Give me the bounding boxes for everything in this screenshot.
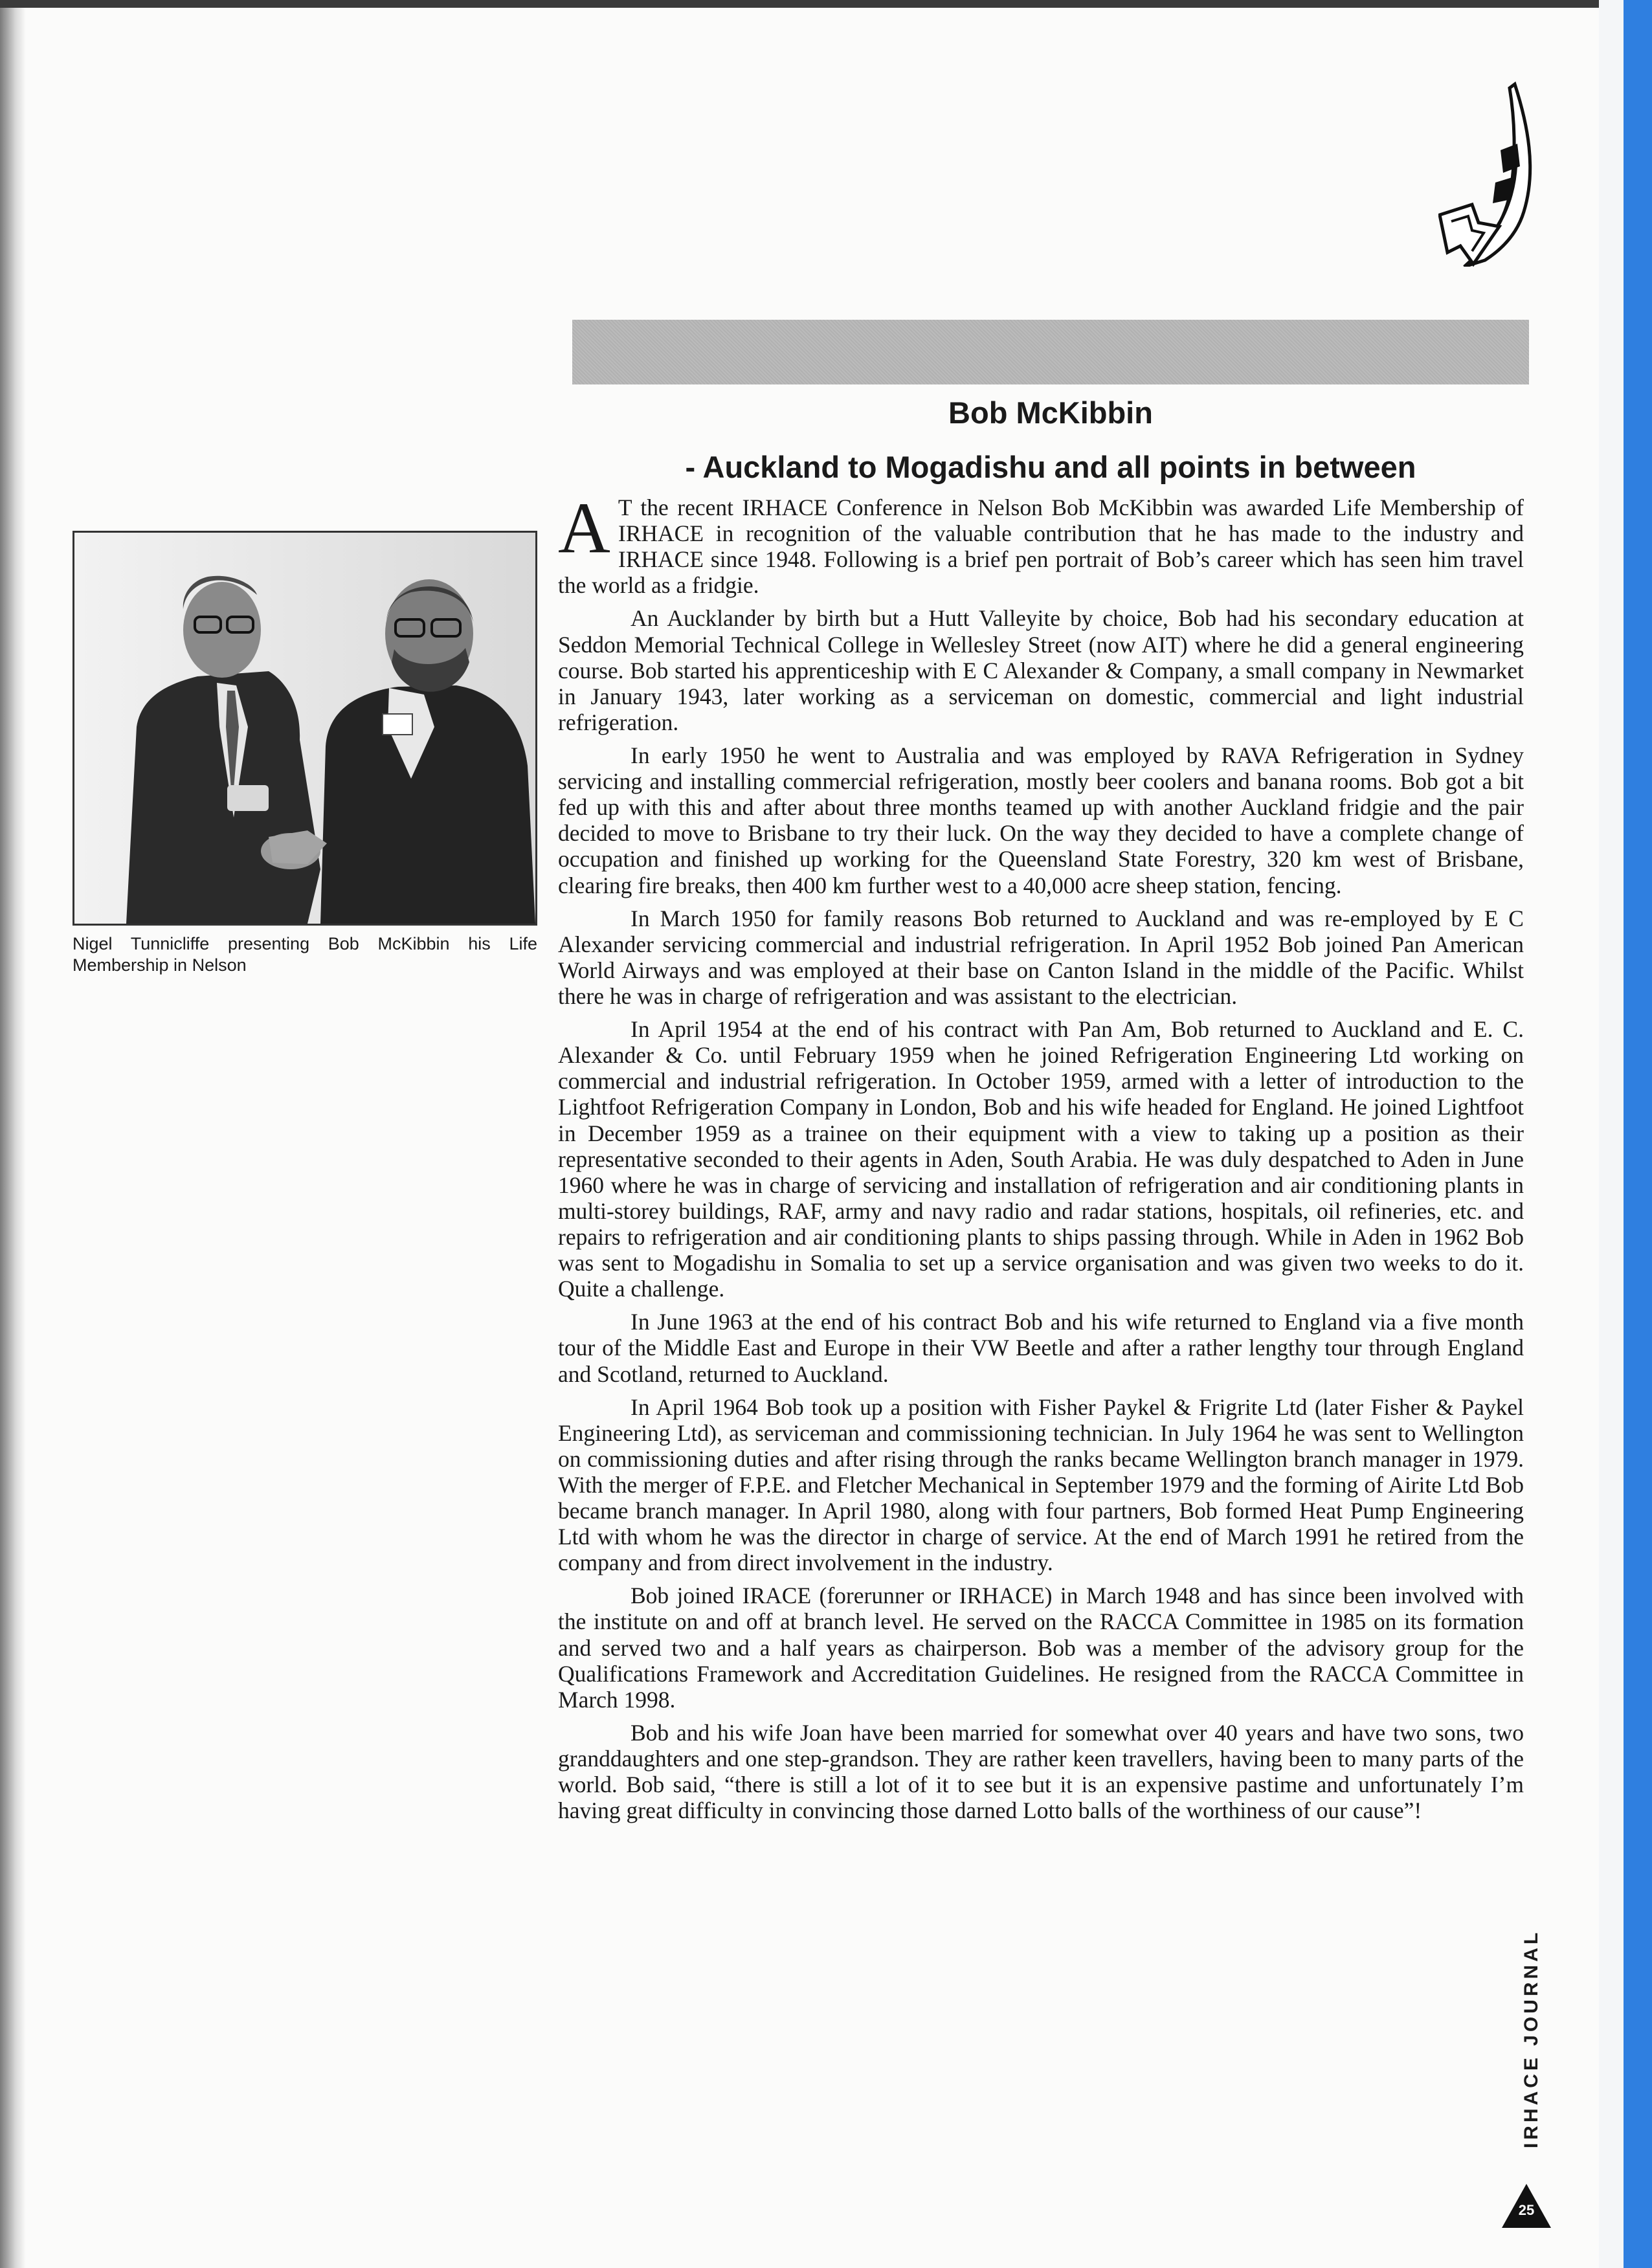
article-paragraph: An Aucklander by birth but a Hutt Valleyite by choice, Bob had his secondary education at Seddon Memorial Technical College in Wellesley Street (now AIT) where he did a general engineering course. Bob started his apprenticeship with E C Alexander & Company, a small company in Newmarket in January 1943, later working as a serviceman on domestic, commercial and light industrial refrigeration.: [558, 605, 1524, 735]
article-paragraph: A T the recent IRHACE Conference in Nelson Bob McKibbin was awarded Life Membership of IRHACE in recognition of the valuable contribution that he has made to the industry and IRHACE since 1948. Following is a brief pen portrait of Bob’s career which has seen him travel the world as a fridgie.: [558, 488, 1524, 599]
page-gutter-shadow: [0, 0, 26, 2268]
presentation-photo: [73, 531, 537, 926]
blue-edge-strip: [1624, 0, 1652, 2268]
article-subtitle: - Auckland to Mogadishu and all points in between: [685, 450, 1416, 484]
article-paragraph: In June 1963 at the end of his contract Bob and his wife returned to England via a five month tour of the Middle East and Europe in their VW Beetle and after a rather lengthy tour through England and Scotland, returned to Auckland.: [558, 1309, 1524, 1387]
page-edge-gap: [1599, 0, 1624, 2268]
handshake-photo-illustration: [74, 533, 535, 924]
article-title: Bob McKibbin: [948, 395, 1153, 430]
journal-name-label: IRHACE JOURNAL: [1521, 1929, 1543, 2149]
article-paragraph: In March 1950 for family reasons Bob returned to Auckland and was re-employed by E C Alexander servicing commercial and industrial refrigeration. In April 1952 Bob joined Pan American World Airways and was employed at their base on Canton Island in the middle of the Pacific. Whilst there he was in charge of refrigeration and was assistant to the electrician.: [558, 905, 1524, 1009]
drop-cap: A: [558, 488, 610, 568]
article-body: [558, 488, 1524, 1830]
article-paragraph: In April 1954 at the end of his contract with Pan Am, Bob returned to Auckland and E. C. Alexander & Co. until February 1959 when he joined Refrigeration Engineering Ltd working on commercial and industrial refrigeration. In October 1959, armed with a letter of introduction to the Lightfoot Refrigeration Company in London, Bob and his wife headed for England. He joined Lightfoot in December 1959 as a trainee on their equipment with a view to taking up a position as their representative seconded to their agents in Aden, South Arabia. He was duly despatched to Aden in June 1960 where he was in charge of servicing and installation of refrigeration and air conditioning plants in multi-storey buildings, RAF, army and navy radio and radar stations, hospitals, oil refineries, etc. and repairs to refrigeration and air conditioning plants to ships passing through. While in Aden in 1962 Bob was sent to Mogadishu in Somalia to set up a service organisation and was given two weeks to do it. Quite a challenge.: [558, 1016, 1524, 1302]
koru-hook-logo-icon: [1438, 79, 1542, 267]
article-paragraph: In early 1950 he went to Australia and was employed by RAVA Refrigeration in Sydney servicing and installing commercial refrigeration, mostly beer coolers and banana rooms. Bob got a bit fed up with this and after about three months teamed up with another Auckland fridgie and the pair decided to move to Brisbane to try their luck. On the way they decided to have a complete change of occupation and finished up working for the Queensland State Forestry, 320 km west of Brisbane, clearing fire breaks, then 400 km further west to a 40,000 acre sheep station, fencing.: [558, 742, 1524, 898]
header-band: [572, 320, 1529, 384]
page-number: 25: [1518, 2202, 1535, 2218]
article-paragraph: Bob and his wife Joan have been married for somewhat over 40 years and have two sons, two granddaughters and one step-grandson. They are rather keen travellers, having been to many parts of the world. Bob said, “there is still a lot of it to see but it is an expensive pastime and unfortunately I’m having great difficulty in convincing those darned Lotto balls of the worthiness of our cause”!: [558, 1719, 1524, 1824]
article-paragraph: In April 1964 Bob took up a position with Fisher Paykel & Frigrite Ltd (later Fisher & Paykel Engineering Ltd), as serviceman and commissioning technician. In July 1964 he was sent to Wellington on commissioning duties and after rising through the ranks became Wellington branch manager in 1979. With the merger of F.P.E. and Fletcher Mechanical in September 1979 and the forming of Airite Ltd Bob became branch manager. In April 1980, along with four partners, Bob formed Heat Pump Engineering Ltd with whom he was the director in charge of service. At the end of March 1991 he retired from the company and from direct involvement in the industry.: [558, 1394, 1524, 1576]
photo-caption: Nigel Tunnicliffe presenting Bob McKibbin his Life Membership in Nelson: [73, 934, 537, 975]
page-number-marker: [1501, 2183, 1552, 2229]
article-paragraph: Bob joined IRACE (forerunner or IRHACE) in March 1948 and has since been involved with the institute on and off at branch level. He served on the RACCA Committee in 1985 on its formation and served two and a half years as chairperson. Bob was a member of the advisory group for the Qualifications Framework and Accreditation Guidelines. He resigned from the RACCA Committee in March 1998.: [558, 1583, 1524, 1713]
page-top-edge: [0, 0, 1599, 8]
